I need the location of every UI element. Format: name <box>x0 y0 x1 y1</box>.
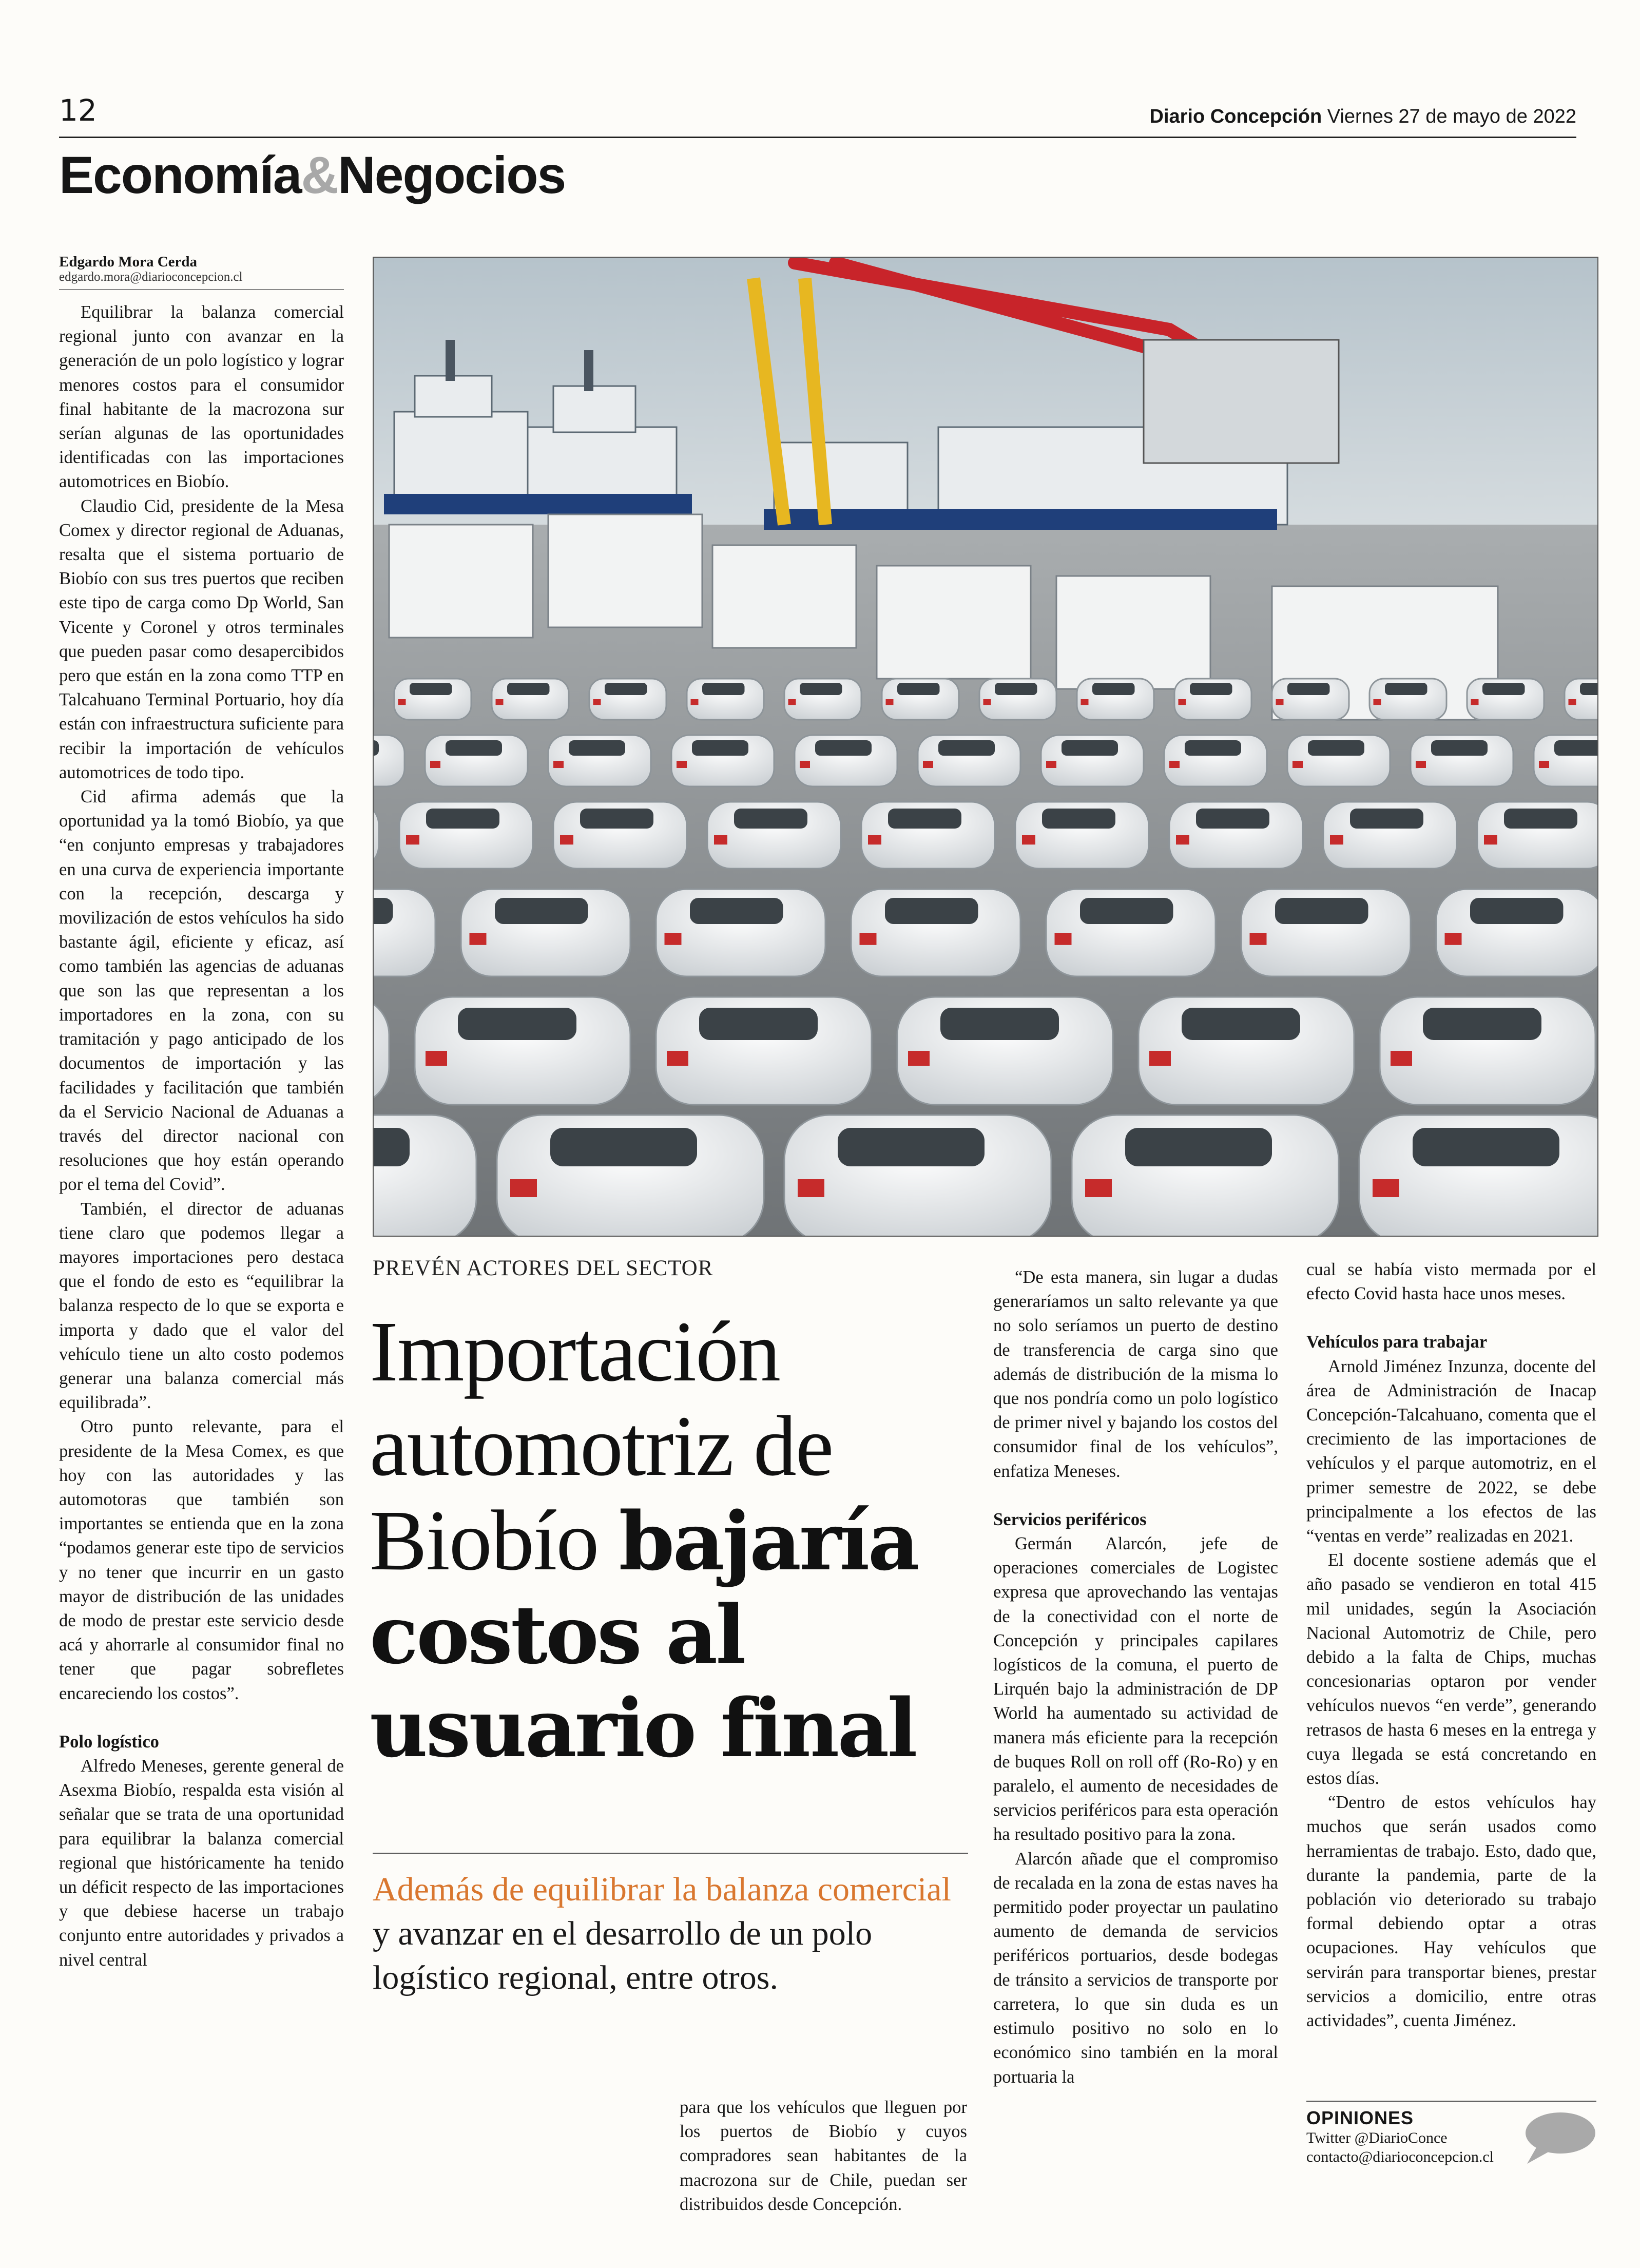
car-window <box>815 740 872 756</box>
car-taillight <box>908 1051 930 1066</box>
article-column-3 <box>993 1265 1278 2089</box>
car-window <box>1431 740 1488 756</box>
paragraph: Equilibrar la balanza comercial regional junto con avanzar en la generación de un polo logístico y lograr menores costos para el consumidor final habitante de la macrozona sur serían algunas de las oportunidades identificadas con las importaciones automotrices en Biobío. <box>59 302 344 492</box>
car-taillight <box>1292 761 1303 768</box>
car-window <box>1470 898 1564 924</box>
car-taillight <box>1081 699 1089 705</box>
byline <box>59 254 344 284</box>
car-taillight <box>1330 835 1343 844</box>
car-taillight <box>667 1051 688 1066</box>
car-window <box>1125 1128 1272 1166</box>
paragraph: para que los vehículos que lleguen por los puertos de Biobío y cuyos compradores sean habitantes de la macrozona sur de Chile, puedan ser distribuidos desde Concepción. <box>680 2098 967 2214</box>
car-window <box>1554 740 1597 756</box>
opiniones-title: OPINIONES <box>1306 2107 1414 2128</box>
opiniones-twitter[interactable]: Twitter @DiarioConce <box>1306 2129 1448 2146</box>
car-taillight <box>798 1179 824 1197</box>
car-window <box>800 683 842 695</box>
car-window <box>995 683 1037 695</box>
car-window <box>1185 740 1241 756</box>
car-taillight <box>1484 835 1497 844</box>
car-taillight <box>1539 761 1549 768</box>
car-taillight <box>510 1179 537 1197</box>
car-taillight <box>1416 761 1426 768</box>
car-window <box>605 683 647 695</box>
header-rule <box>59 137 1576 138</box>
car-taillight <box>1055 933 1072 945</box>
car-taillight <box>886 699 894 705</box>
car-window <box>1385 683 1427 695</box>
car-taillight <box>788 699 796 705</box>
section-title <box>59 148 565 203</box>
car-window <box>692 740 748 756</box>
car-taillight <box>496 699 504 705</box>
car-taillight <box>983 699 991 705</box>
deck-accent: Además de equilibrar la balanza comercial <box>373 1871 951 1908</box>
car-taillight <box>1169 761 1180 768</box>
paragraph: Germán Alarcón, jefe de operaciones comerciales de Logistec expresa que aprovechando las ventajas de la conectividad con el norte de Concepción y principales capilares logísticos de la comuna, el puerto de Lirquén bajo la administración de DP World ha aumentado su actividad de manera más eficiente para la recepción de buques Roll on roll off (Ro-Ro) y en paralelo, el aumento de necesidades de servicios periféricos para esta operación ha resultado positivo para la zona. <box>993 1534 1278 1844</box>
car-window <box>1275 898 1368 924</box>
car-window <box>1287 683 1330 695</box>
car-window <box>410 683 452 695</box>
car-window <box>1308 740 1364 756</box>
headline-rule <box>373 1853 968 1854</box>
car-taillight <box>665 933 682 945</box>
car-window <box>940 1008 1059 1040</box>
subhead-vehiculos-para-trabajar: Vehículos para trabajar <box>1306 1332 1488 1352</box>
issue-date: Viernes 27 de mayo de 2022 <box>1327 106 1576 127</box>
car-window <box>507 683 550 695</box>
paragraph: Otro punto relevante, para el presidente de la Mesa Comex, es que hoy con las autoridades y las automotoras que también son importantes se entienda que en la zona “podamos generar este tipo de servicios y no tener que incurrir en un gasto mayor de distribución de las unidades de modo de prestar este servicio desde acá y ahorrarle al consumidor final no tener que pagar sobrefletes encareciendo los costos”. <box>59 1417 344 1703</box>
car-window <box>1190 683 1232 695</box>
deck-rest: y avanzar en el desarrollo de un polo logístico regional, entre otros. <box>373 1915 873 1996</box>
car-taillight <box>1250 933 1267 945</box>
page-number: 12 <box>59 93 97 128</box>
car-window <box>1580 683 1597 695</box>
car-taillight <box>868 835 881 844</box>
opiniones-box <box>1306 2108 1527 2166</box>
photo-illustration <box>374 258 1597 1236</box>
car-window <box>885 898 978 924</box>
car-taillight <box>593 699 601 705</box>
car-taillight <box>470 933 487 945</box>
masthead <box>1150 106 1577 128</box>
speech-bubble-icon <box>1519 2110 1596 2166</box>
car-taillight <box>1022 835 1035 844</box>
car-taillight <box>1276 699 1284 705</box>
car-window <box>1196 809 1269 829</box>
car-taillight <box>406 835 419 844</box>
article-column-2 <box>680 2096 967 2217</box>
car-window <box>1062 740 1118 756</box>
car-window <box>702 683 745 695</box>
car-taillight <box>1046 761 1056 768</box>
car-window <box>897 683 940 695</box>
newspaper-name: Diario Concepción <box>1149 106 1322 127</box>
article-headline <box>370 1305 975 1775</box>
headline-light: Importación automotriz de Biobío <box>370 1304 833 1588</box>
paragraph: cual se había visto mermada por el efecto Covid hasta hace unos meses. <box>1306 1260 1596 1304</box>
car-taillight <box>800 761 810 768</box>
car-window <box>1350 809 1423 829</box>
opiniones-rule <box>1306 2101 1596 2102</box>
headline-bold: bajaría costos al usuario final <box>370 1494 918 1775</box>
paragraph: Cid afirma además que la oportunidad ya la tomó Biobío, ya que “en conjunto empresas y trabajadores en una curva de experiencia importante con la recepción, descarga y movilización de estos vehículos ha sido bastante ágil, eficiente y eficaz, así como también las agencias de aduanas que son las que representan a los importadores en la zona, con su tramitación y pago anticipado de los documentos de importación y las facilidades y facilitación que también da el Servicio Nacional de Aduanas a través del director nacional con resoluciones que hoy están operando por el tema del Covid”. <box>59 787 344 1195</box>
car-window <box>374 1128 410 1166</box>
car-window <box>888 809 961 829</box>
car-window <box>699 1008 818 1040</box>
byline-author: Edgardo Mora Cerda <box>59 254 198 270</box>
car-taillight <box>1445 933 1462 945</box>
car-window <box>1413 1128 1559 1166</box>
car-window <box>495 898 588 924</box>
paragraph: También, el director de aduanas tiene claro que podemos llegar a mayores importaciones pero destaca que el fondo de esto es “equilibrar la balanza respecto de lo que se exporta e importa y dado que el valor del vehículo tiene un alto costo podemos generar una balanza comercial más equilibrada”. <box>59 1199 344 1413</box>
article-column-4 <box>1306 1258 1596 2033</box>
car-window <box>1092 683 1135 695</box>
car-window <box>374 898 393 924</box>
car-window <box>1482 683 1525 695</box>
paragraph: Alarcón añade que el compromiso de recalada en la zona de estas naves ha permitido poder proyectar un paulatino aumento de demanda de servicios periféricos portuarios, desde bodegas de tránsito a servicios de transporte por carretera, lo que sin duda es un estimulo positivo no solo en lo económico sino también en la moral portuaria la <box>993 1849 1278 2087</box>
car-taillight <box>1149 1051 1171 1066</box>
car-taillight <box>923 761 933 768</box>
car-window <box>1423 1008 1541 1040</box>
car-taillight <box>1373 1179 1399 1197</box>
car-taillight <box>398 699 406 705</box>
car-taillight <box>560 835 573 844</box>
subhead-polo-logistico: Polo logístico <box>59 1732 159 1752</box>
paragraph: “De esta manera, sin lugar a dudas generaríamos un salto relevante ya que no solo seríamos un puerto de destino de transferencia de carga sino que además de distribución de la misma lo que nos pondría como un polo logístico de primer nivel y bajando los costos del consumidor final de los vehículos”, enfatiza Meneses. <box>993 1267 1278 1481</box>
byline-rule <box>59 289 344 290</box>
car-taillight <box>1391 1051 1412 1066</box>
car-taillight <box>1176 835 1189 844</box>
car-taillight <box>1569 699 1576 705</box>
car-window <box>838 1128 985 1166</box>
car-window <box>426 809 499 829</box>
paragraph: Alfredo Meneses, gerente general de Asexma Biobío, respalda esta visión al señalar que se trata de una oportunidad para equilibrar la balanza comercial regional que históricamente ha tenido un déficit respecto de las importaciones y que debiese hacerse un trabajo conjunto entre autoridades y privados a nivel central <box>59 1756 344 1970</box>
article-deck <box>373 1868 968 2000</box>
paragraph: “Dentro de estos vehículos hay muchos que serán usados como herramientas de trabajo. Esto, dado que, durante la pandemia, parte de la población vio deteriorado su trabajo formal debiendo optar a otras ocupaciones. Hay vehículos que servirán para transportar bienes, prestar servicios a domicilio, entre otras actividades”, cuenta Jiménez. <box>1306 1793 1596 2031</box>
car-taillight <box>1471 699 1479 705</box>
article-column-1 <box>59 300 344 2148</box>
section-title-part1: Economía <box>59 146 301 204</box>
opiniones-email[interactable]: contacto@diarioconcepcion.cl <box>1306 2148 1494 2165</box>
car-window <box>458 1008 576 1040</box>
byline-email[interactable]: edgardo.mora@diarioconcepcion.cl <box>59 270 243 284</box>
car-taillight <box>426 1051 447 1066</box>
paragraph: Arnold Jiménez Inzunza, docente del área de Administración de Inacap Concepción-Talcahuano, comenta que el crecimiento de las importaciones de vehículos y el parque automotriz, en el primer semestre de 2022, se debe principalmente a los efectos de las “ventas en verde” realizadas en 2021. <box>1306 1356 1596 1546</box>
paragraph: El docente sostiene además que el año pasado se vendieron en total 415 mil unidades, según la Asociación Nacional Automotriz de Chile, pero debido a la falta de Chips, muchas concesionarias optaron por vender vehículos nuevos “en verde”, generando retrasos de hasta 6 meses en la entrega y cuya llegada se está concretando en estos días. <box>1306 1550 1596 1789</box>
car-taillight <box>1085 1179 1112 1197</box>
car-window <box>569 740 625 756</box>
port-car-lot-photo <box>373 257 1598 1237</box>
car-window <box>446 740 502 756</box>
car-taillight <box>1179 699 1186 705</box>
car-taillight <box>677 761 687 768</box>
car-window <box>1042 809 1115 829</box>
subhead-servicios-perifericos: Servicios periféricos <box>993 1509 1147 1529</box>
car-window <box>690 898 783 924</box>
car-window <box>550 1128 697 1166</box>
article-kicker: PREVÉN ACTORES DEL SECTOR <box>373 1256 713 1280</box>
section-title-ampersand: & <box>301 146 338 204</box>
car-shape <box>374 735 404 786</box>
car-taillight <box>691 699 699 705</box>
car-window <box>580 809 653 829</box>
car-window <box>734 809 807 829</box>
car-taillight <box>1374 699 1381 705</box>
section-title-part2: Negocios <box>338 146 566 204</box>
car-window <box>1080 898 1173 924</box>
paragraph: Claudio Cid, presidente de la Mesa Comex y director regional de Aduanas, resalta que el sistema portuario de Biobío con sus tres puertos que reciben este tipo de carga como Dp World, San Vicente y Coronel y otros terminales que pueden pasar como desapercibidos pero que están en la zona como TTP en Talcahuano Terminal Portuario, hoy día están con infraestructura suficiente para recibir la importación de vehículos automotrices de todo tipo. <box>59 496 344 782</box>
car-taillight <box>553 761 564 768</box>
car-taillight <box>860 933 877 945</box>
car-taillight <box>714 835 727 844</box>
car-window <box>938 740 995 756</box>
car-taillight <box>430 761 440 768</box>
car-window <box>1504 809 1577 829</box>
car-window <box>1182 1008 1300 1040</box>
